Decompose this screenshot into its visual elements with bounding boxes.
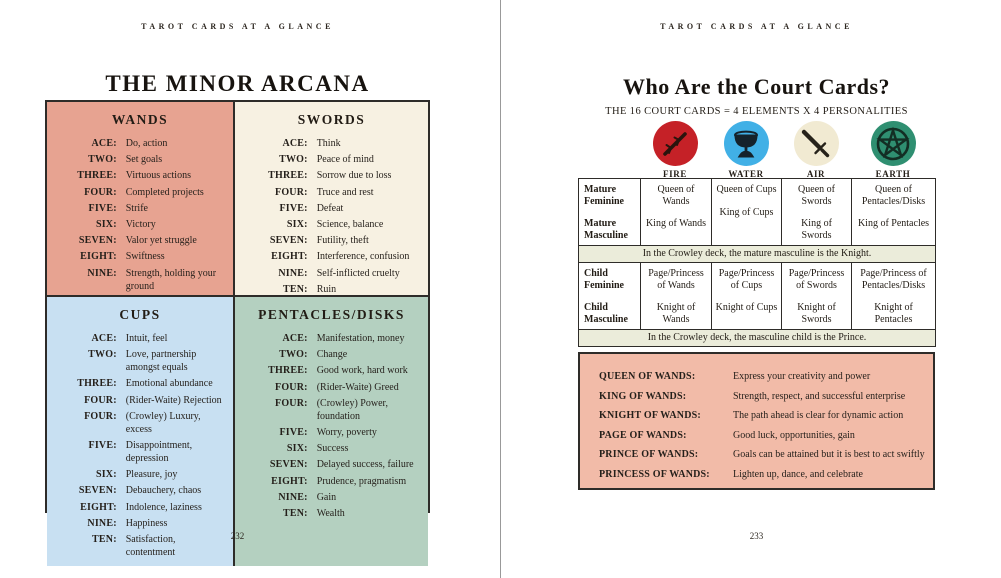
court-card: Queen of Wands <box>657 184 695 207</box>
table-note-row <box>579 246 936 263</box>
meaning-row <box>239 267 424 280</box>
running-head-left: TAROT CARDS AT A GLANCE <box>141 22 334 31</box>
card-rank: TEN: <box>282 507 308 519</box>
card-meaning: Interference, confusion <box>316 251 410 263</box>
meaning-row <box>239 283 424 296</box>
spacer <box>644 291 708 302</box>
quadrant-title-wands: WANDS <box>111 112 169 127</box>
card-meaning: Completed projects <box>125 186 204 198</box>
court-card: Page/Princess of Wands <box>648 268 704 291</box>
card-rank: FOUR: <box>84 394 117 406</box>
card-meaning: Defeat <box>316 202 344 214</box>
court-card: Knight of Wands <box>656 302 696 325</box>
card-rank: NINE: <box>278 267 308 279</box>
meaning-row <box>239 234 424 247</box>
meaning-row <box>239 458 424 471</box>
meaning-row <box>239 250 424 263</box>
card-rank: EIGHT: <box>80 251 117 263</box>
card-rank: TWO: <box>88 349 117 361</box>
element-label-fire: FIRE <box>663 169 687 179</box>
card-meaning: Ruin <box>316 283 337 295</box>
swords-meaning-list <box>239 137 424 296</box>
meaning-row <box>51 234 229 247</box>
card-rank: FOUR: <box>275 381 308 393</box>
spacer <box>785 291 848 302</box>
court-card-meaning: Good luck, opportunities, gain <box>733 429 855 441</box>
card-rank: ACE: <box>282 138 308 149</box>
spacer <box>715 291 778 302</box>
spacer <box>715 196 778 207</box>
card-rank: NINE: <box>87 267 117 279</box>
court-card-name: PAGE OF WANDS: <box>599 429 687 441</box>
card-meaning: Prudence, pragmatism <box>316 475 407 487</box>
card-rank: SIX: <box>95 469 117 481</box>
card-rank: EIGHT: <box>80 501 117 513</box>
card-meaning: Victory <box>125 218 156 230</box>
card-meaning: Wealth <box>316 507 345 519</box>
card-meaning: Debauchery, chaos <box>125 485 202 497</box>
meaning-row <box>51 267 229 293</box>
cups-quadrant <box>47 297 235 566</box>
card-meaning: Strength, holding your ground <box>125 267 217 292</box>
wands-court-meanings-box <box>578 352 935 490</box>
element-earth <box>851 121 935 179</box>
swords-quadrant <box>235 102 428 297</box>
row-label-mature-feminine: Mature Feminine <box>584 184 624 207</box>
court-card-name: QUEEN OF WANDS: <box>599 371 696 382</box>
spacer <box>855 291 932 302</box>
card-meaning: Self-inflicted cruelty <box>316 267 400 279</box>
spacer <box>785 207 848 218</box>
card-rank: TWO: <box>279 349 308 361</box>
spacer <box>855 207 932 218</box>
meaning-row <box>239 426 424 439</box>
card-rank: SEVEN: <box>78 235 117 247</box>
cell-child-wands <box>641 263 712 330</box>
court-card: Queen of Cups <box>716 184 777 195</box>
meaning-row <box>239 202 424 215</box>
pentacles-meaning-list <box>239 332 424 520</box>
meaning-row <box>51 439 229 465</box>
card-rank: TWO: <box>279 154 308 166</box>
card-meaning: Sorrow due to loss <box>316 170 392 182</box>
card-rank: TEN: <box>282 283 308 295</box>
spacer <box>584 207 638 218</box>
row-label-child-feminine: Child Feminine <box>584 268 624 291</box>
card-meaning: Futility, theft <box>316 235 369 247</box>
card-meaning: Disappointment, depression <box>125 439 193 464</box>
card-rank: FOUR: <box>84 186 117 198</box>
card-meaning: Truce and rest <box>316 186 374 198</box>
court-card-meaning: The path ahead is clear for dynamic action <box>733 410 904 421</box>
meaning-row <box>51 153 229 166</box>
cell-mature-swords <box>782 179 852 246</box>
card-meaning: Science, balance <box>316 218 384 230</box>
meaning-row <box>51 186 229 199</box>
cell-mature-cups <box>712 179 782 246</box>
cell-child-swords <box>782 263 852 330</box>
card-rank: NINE: <box>87 517 117 529</box>
element-air <box>774 121 858 179</box>
wands-court-row <box>599 449 925 462</box>
cell-mature-pentacles <box>852 179 936 246</box>
card-meaning: Virtuous actions <box>125 170 191 182</box>
quadrant-title-cups: CUPS <box>119 307 161 322</box>
court-card: Queen of Swords <box>798 184 835 207</box>
card-rank: FOUR: <box>275 397 308 409</box>
wands-quadrant <box>47 102 235 297</box>
card-meaning: Delayed success, failure <box>316 459 414 471</box>
meaning-row <box>239 348 424 361</box>
card-rank: ACE: <box>282 333 308 344</box>
sword-icon <box>794 122 838 166</box>
row-label-child <box>579 263 641 330</box>
wands-court-row <box>599 469 925 482</box>
card-meaning: Change <box>316 349 348 361</box>
card-meaning: Do, action <box>125 138 168 149</box>
spacer <box>644 207 708 218</box>
meaning-row <box>239 364 424 377</box>
meaning-row <box>51 468 229 481</box>
meaning-row <box>239 397 424 423</box>
meaning-row <box>51 484 229 497</box>
meaning-row <box>51 218 229 231</box>
element-label-water: WATER <box>728 169 764 179</box>
court-card: King of Cups <box>719 206 774 218</box>
meaning-row <box>51 501 229 514</box>
wand-icon <box>653 122 697 166</box>
row-label-mature-masculine: Mature Masculine <box>584 218 628 241</box>
meaning-row <box>239 491 424 504</box>
meaning-row <box>51 137 229 150</box>
fire-circle <box>653 121 698 166</box>
court-card: Page/Princess of Swords <box>788 268 845 291</box>
card-rank: EIGHT: <box>271 251 308 263</box>
card-rank: FOUR: <box>275 186 308 198</box>
card-rank: FOUR: <box>84 410 117 422</box>
meaning-row <box>51 332 229 345</box>
row-label-child-masculine: Child Masculine <box>584 302 628 325</box>
element-label-earth: EARTH <box>875 169 911 179</box>
card-rank: ACE: <box>91 138 117 149</box>
meaning-row <box>51 517 229 530</box>
card-meaning: (Rider-Waite) Rejection <box>125 394 222 406</box>
meaning-row <box>51 377 229 390</box>
card-rank: SIX: <box>286 443 308 455</box>
table-row-child <box>579 263 936 330</box>
card-meaning: Indolence, laziness <box>125 501 202 513</box>
court-card: Queen of Pentacles/Disks <box>861 184 926 207</box>
cup-icon-circle <box>724 121 769 166</box>
meaning-row <box>51 250 229 263</box>
wands-court-row <box>599 410 925 423</box>
page-number-right: 233 <box>749 531 764 541</box>
card-rank: TEN: <box>92 533 117 545</box>
table-note-row <box>579 330 936 347</box>
crowley-note-mature: In the Crowley deck, the mature masculine is the Knight. <box>579 246 936 263</box>
court-card-meaning: Strength, respect, and successful enterprise <box>733 390 906 402</box>
meaning-row <box>239 442 424 455</box>
court-subtitle: THE 16 COURT CARDS = 4 ELEMENTS X 4 PERSONALITIES <box>605 106 908 117</box>
meaning-row <box>239 507 424 520</box>
card-rank: EIGHT: <box>271 475 308 487</box>
cell-child-pentacles <box>852 263 936 330</box>
spacer <box>584 291 638 302</box>
card-rank: SIX: <box>286 218 308 230</box>
card-meaning: Worry, poverty <box>316 426 377 438</box>
cell-mature-wands <box>641 179 712 246</box>
meaning-row <box>239 475 424 488</box>
pentacle-icon <box>871 122 915 166</box>
card-rank: NINE: <box>278 491 308 503</box>
court-card-meaning: Lighten up, dance, and celebrate <box>733 468 863 480</box>
meaning-row <box>51 202 229 215</box>
meaning-row <box>239 186 424 199</box>
card-rank: SEVEN: <box>78 485 117 497</box>
card-meaning: Intuit, feel <box>125 333 168 344</box>
court-card: King of Pentacles <box>857 218 930 229</box>
meaning-row <box>51 410 229 436</box>
court-card: Knight of Swords <box>797 302 836 325</box>
pentacle-icon-circle <box>871 121 916 166</box>
page-title-court-cards: Who Are the Court Cards? <box>622 74 891 99</box>
cups-meaning-list <box>51 332 229 559</box>
meaning-row <box>239 381 424 394</box>
cup-icon <box>724 122 768 166</box>
card-meaning: (Crowley) Power, foundation <box>316 397 388 422</box>
element-label-air: AIR <box>806 169 826 179</box>
meaning-row <box>51 348 229 374</box>
court-card-name: PRINCESS OF WANDS: <box>599 468 710 480</box>
table-row-mature <box>579 179 936 246</box>
court-card: Knight of Cups <box>715 302 778 313</box>
page-title-minor-arcana: THE MINOR ARCANA <box>105 71 370 96</box>
court-card: King of Wands <box>645 218 707 229</box>
quadrant-title-swords: SWORDS <box>297 112 366 127</box>
card-meaning: Happiness <box>125 517 168 529</box>
card-meaning: (Crowley) Luxury, excess <box>125 410 201 435</box>
card-meaning: Success <box>316 443 349 455</box>
card-rank: SIX: <box>95 218 117 230</box>
card-rank: FIVE: <box>88 202 117 214</box>
card-meaning: Gain <box>316 491 337 503</box>
page-number-left: 232 <box>230 531 245 541</box>
card-rank: FIVE: <box>279 202 308 214</box>
card-meaning: Set goals <box>125 154 163 166</box>
card-meaning: Swiftness <box>125 251 165 263</box>
card-rank: SEVEN: <box>269 459 308 471</box>
card-rank: TWO: <box>88 154 117 166</box>
card-meaning: Strife <box>125 202 148 214</box>
running-head-right: TAROT CARDS AT A GLANCE <box>660 22 853 31</box>
card-meaning: Think <box>316 138 341 149</box>
card-meaning: (Rider-Waite) Greed <box>316 381 399 393</box>
court-card: King of Swords <box>801 218 832 241</box>
card-rank: ACE: <box>91 333 117 344</box>
court-card-name: KING OF WANDS: <box>599 390 687 402</box>
card-rank: THREE: <box>268 170 308 182</box>
row-label-mature <box>579 179 641 246</box>
wands-court-row <box>599 391 925 404</box>
wands-court-row <box>599 430 925 443</box>
court-card-name: PRINCE OF WANDS: <box>599 449 699 460</box>
court-card-name: KNIGHT OF WANDS: <box>599 410 701 421</box>
card-meaning: Love, partnership amongst equals <box>125 349 197 374</box>
card-meaning: Satisfaction, contentment <box>125 533 176 558</box>
card-rank: FIVE: <box>279 426 308 438</box>
card-rank: THREE: <box>77 378 117 390</box>
court-card-meaning: Express your creativity and power <box>733 371 871 382</box>
crowley-note-child: In the Crowley deck, the masculine child is the Prince. <box>579 330 936 347</box>
meaning-row <box>239 169 424 182</box>
card-meaning: Emotional abundance <box>125 378 213 390</box>
cell-child-cups <box>712 263 782 330</box>
card-meaning: Valor yet struggle <box>125 235 197 247</box>
court-card-meaning: Goals can be attained but it is best to act swiftly <box>733 449 925 460</box>
meaning-row <box>239 218 424 231</box>
court-card: Page/Princess of Cups <box>718 268 775 291</box>
meaning-row <box>51 394 229 407</box>
sword-icon-circle <box>794 121 839 166</box>
card-rank: THREE: <box>268 365 308 377</box>
card-rank: FIVE: <box>88 439 117 451</box>
quadrant-title-pentacles: PENTACLES/DISKS <box>258 307 405 322</box>
wands-court-row <box>599 371 925 384</box>
pentacles-quadrant <box>235 297 428 566</box>
card-meaning: Good work, hard work <box>316 365 408 377</box>
meaning-row <box>239 153 424 166</box>
meaning-row <box>51 169 229 182</box>
card-meaning: Manifestation, money <box>316 333 405 344</box>
card-meaning: Peace of mind <box>316 154 374 166</box>
court-card: Page/Princess of Pentacles/Disks <box>860 268 927 291</box>
page-gutter-divider <box>500 0 501 578</box>
card-rank: THREE: <box>77 170 117 182</box>
meaning-row <box>239 332 424 345</box>
card-meaning: Pleasure, joy <box>125 469 178 481</box>
court-cards-table <box>578 178 936 347</box>
wands-meaning-list <box>51 137 229 309</box>
card-rank: SEVEN: <box>269 235 308 247</box>
meaning-row <box>239 137 424 150</box>
court-card: Knight of Pentacles <box>874 302 913 325</box>
